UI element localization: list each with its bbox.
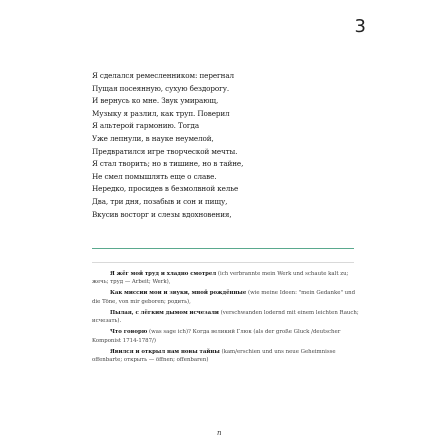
note-phrase: Что говорю (110, 329, 148, 336)
poem-line: Уже лепнули, в науке неумелой, (92, 133, 214, 143)
section-divider (92, 248, 354, 249)
poem-line: Предвратился игре творческой мечты. (92, 146, 238, 156)
poem-line: И вернусь ко мне. Звук умирающ, (92, 96, 219, 106)
annotation-note (92, 289, 360, 306)
annotation-block (92, 270, 360, 367)
poem-line: Музыку я разлил, как труп. Поверил (92, 108, 230, 118)
note-phrase: Явился и открыл нам новы тайны (110, 348, 220, 355)
poem-line: Я стал творить; но в тишине, но в тайне, (92, 159, 244, 169)
annotation-note (92, 348, 360, 365)
note-gloss: (wie meine Ideen: "mein Gedanke" und die Töne, von mir geboren; родить), (92, 290, 356, 305)
poem-line: Нередко, просидев в безмолвной келье (92, 184, 239, 194)
note-gloss: (verschwanden lodernd mit einem leichten Rauch; исчезать). (92, 309, 359, 325)
section-divider-light (92, 262, 354, 263)
poem-line: Я альтерой гармонию. Тогда (92, 121, 200, 131)
poem-line: Не смел помышлять еще о славе. (92, 171, 217, 181)
annotation-note (92, 328, 360, 345)
note-gloss: (ich verbrannte mein Werk und schaute kalt zu; жечь; труд — Arbeit; Werk), (92, 271, 349, 286)
poem-line: Пущая посеянную, сухую бездорогу. (92, 83, 230, 93)
poem-line: Два, три дня, позабыв и сон и пищу, (92, 196, 228, 206)
page-number: 3 (354, 16, 366, 37)
note-gloss: (was sage ich)? Когда великий Глюк (als der große Gluck /deutscher Komponist 1714-1787/) (92, 329, 341, 344)
note-phrase: Я жёг мой труд и хладно смотрел (110, 271, 217, 277)
poem-line: Я сделался ремесленником: перегнал (92, 71, 234, 80)
annotation-note (92, 309, 360, 326)
footer-mark: п (217, 429, 222, 437)
poem-text (92, 70, 372, 221)
note-phrase: Пылая, с лёгким дымом исчезали (110, 309, 219, 316)
annotation-note (92, 270, 360, 287)
note-gloss: (kam/erschien und uns neue Geheimnisse offenbarte; открыть — öffnen; offenbaren) (92, 348, 336, 364)
note-phrase: Как миссии мои и звуки, мной рождённые (110, 290, 247, 297)
poem-line: Вкусив восторг и слезы вдохновения, (92, 209, 232, 219)
